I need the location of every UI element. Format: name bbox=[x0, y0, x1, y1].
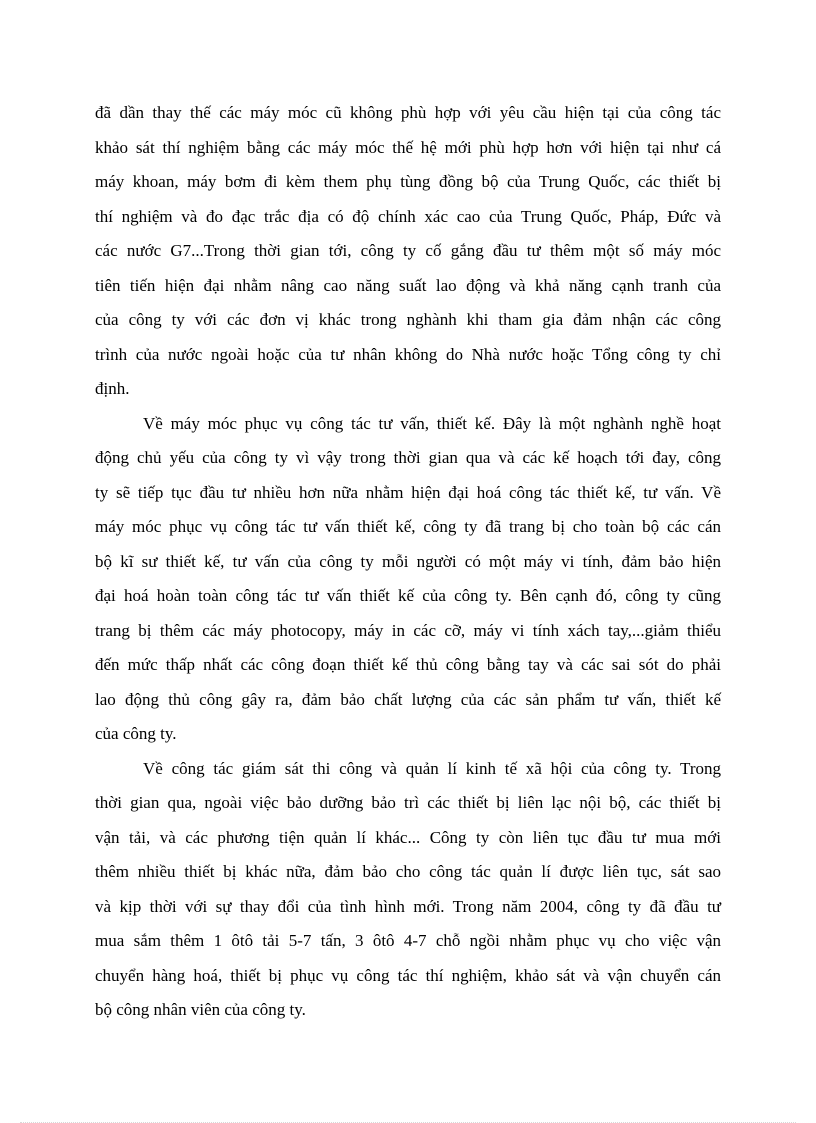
text-line: định. bbox=[95, 379, 130, 398]
text-line: ty sẽ tiếp tục đầu tư nhiều hơn nữa nhằm hiện đại hoá công tác thiết kế, tư vấn. Về bbox=[95, 482, 721, 502]
text-line: động chủ yếu của công ty vì vậy trong thời gian qua và các kế hoạch tới đay, công bbox=[95, 448, 721, 467]
text-line: bộ công nhân viên của công ty. bbox=[95, 1000, 306, 1019]
text-line: thời gian qua, ngoài việc bảo dưỡng bảo trì các thiết bị liên lạc nội bộ, các thiết bị bbox=[95, 793, 721, 812]
text-line: mua sắm thêm 1 ôtô tải 5-7 tấn, 3 ôtô 4-7 chỗ ngồi nhằm phục vụ cho việc vận bbox=[95, 931, 721, 950]
body-text bbox=[95, 96, 721, 1028]
paragraph bbox=[95, 96, 721, 407]
text-line: đến mức thấp nhất các công đoạn thiết kế thủ công bằng tay và các sai sót do phải bbox=[95, 655, 721, 674]
text-line: của công ty với các đơn vị khác trong nghành khi tham gia đảm nhận các công bbox=[95, 310, 721, 329]
text-line: thêm nhiều thiết bị khác nữa, đảm bảo cho công tác quản lí được liên tục, sát sao bbox=[95, 862, 721, 881]
paragraph bbox=[95, 752, 721, 1028]
text-line: các nước G7...Trong thời gian tới, công ty cố gắng đầu tư thêm một số máy móc bbox=[95, 241, 721, 260]
text-line: lao động thủ công gây ra, đảm bảo chất lượng của các sản phẩm tư vấn, thiết kế bbox=[95, 689, 721, 709]
text-line: trình của nước ngoài hoặc của tư nhân không do Nhà nước hoặc Tổng công ty chỉ bbox=[95, 344, 721, 364]
text-line: thí nghiệm và đo đạc trắc địa có độ chính xác cao của Trung Quốc, Pháp, Đức và bbox=[95, 206, 721, 226]
paragraph bbox=[95, 407, 721, 752]
text-line: máy móc phục vụ công tác tư vấn thiết kế, công ty đã trang bị cho toàn bộ các cán bbox=[95, 517, 721, 536]
text-line: chuyển hàng hoá, thiết bị phục vụ công tác thí nghiệm, khảo sát và vận chuyển cán bbox=[95, 965, 721, 985]
text-line: bộ kĩ sư thiết kế, tư vấn của công ty mỗi người có một máy vi tính, đảm bảo hiện bbox=[95, 551, 721, 571]
text-line: trang bị thêm các máy photocopy, máy in các cỡ, máy vi tính xách tay,...giảm thiểu bbox=[95, 620, 721, 640]
text-line: Về máy móc phục vụ công tác tư vấn, thiết kế. Đây là một nghành nghề hoạt bbox=[143, 413, 721, 433]
text-line: đã dần thay thế các máy móc cũ không phù hợp với yêu cầu hiện tại của công tác bbox=[95, 103, 721, 122]
text-line: máy khoan, máy bơm đi kèm them phụ tùng đồng bộ của Trung Quốc, các thiết bị bbox=[95, 172, 721, 191]
text-line: của công ty. bbox=[95, 724, 177, 743]
text-line: Về công tác giám sát thi công và quản lí kinh tế xã hội của công ty. Trong bbox=[143, 758, 721, 778]
text-line: và kịp thời với sự thay đổi của tình hình mới. Trong năm 2004, công ty đã đầu tư bbox=[95, 896, 721, 916]
text-line: tiên tiến hiện đại nhằm nâng cao năng suất lao động và khả năng cạnh tranh của bbox=[95, 275, 721, 295]
text-line: khảo sát thí nghiệm bằng các máy móc thế hệ mới phù hợp hơn với hiện tại như cá bbox=[95, 137, 721, 157]
text-line: vận tải, và các phương tiện quản lí khác... Công ty còn liên tục đầu tư mua mới bbox=[95, 827, 721, 847]
text-line: đại hoá hoàn toàn công tác tư vấn thiết kế của công ty. Bên cạnh đó, công ty cũng bbox=[95, 586, 721, 605]
